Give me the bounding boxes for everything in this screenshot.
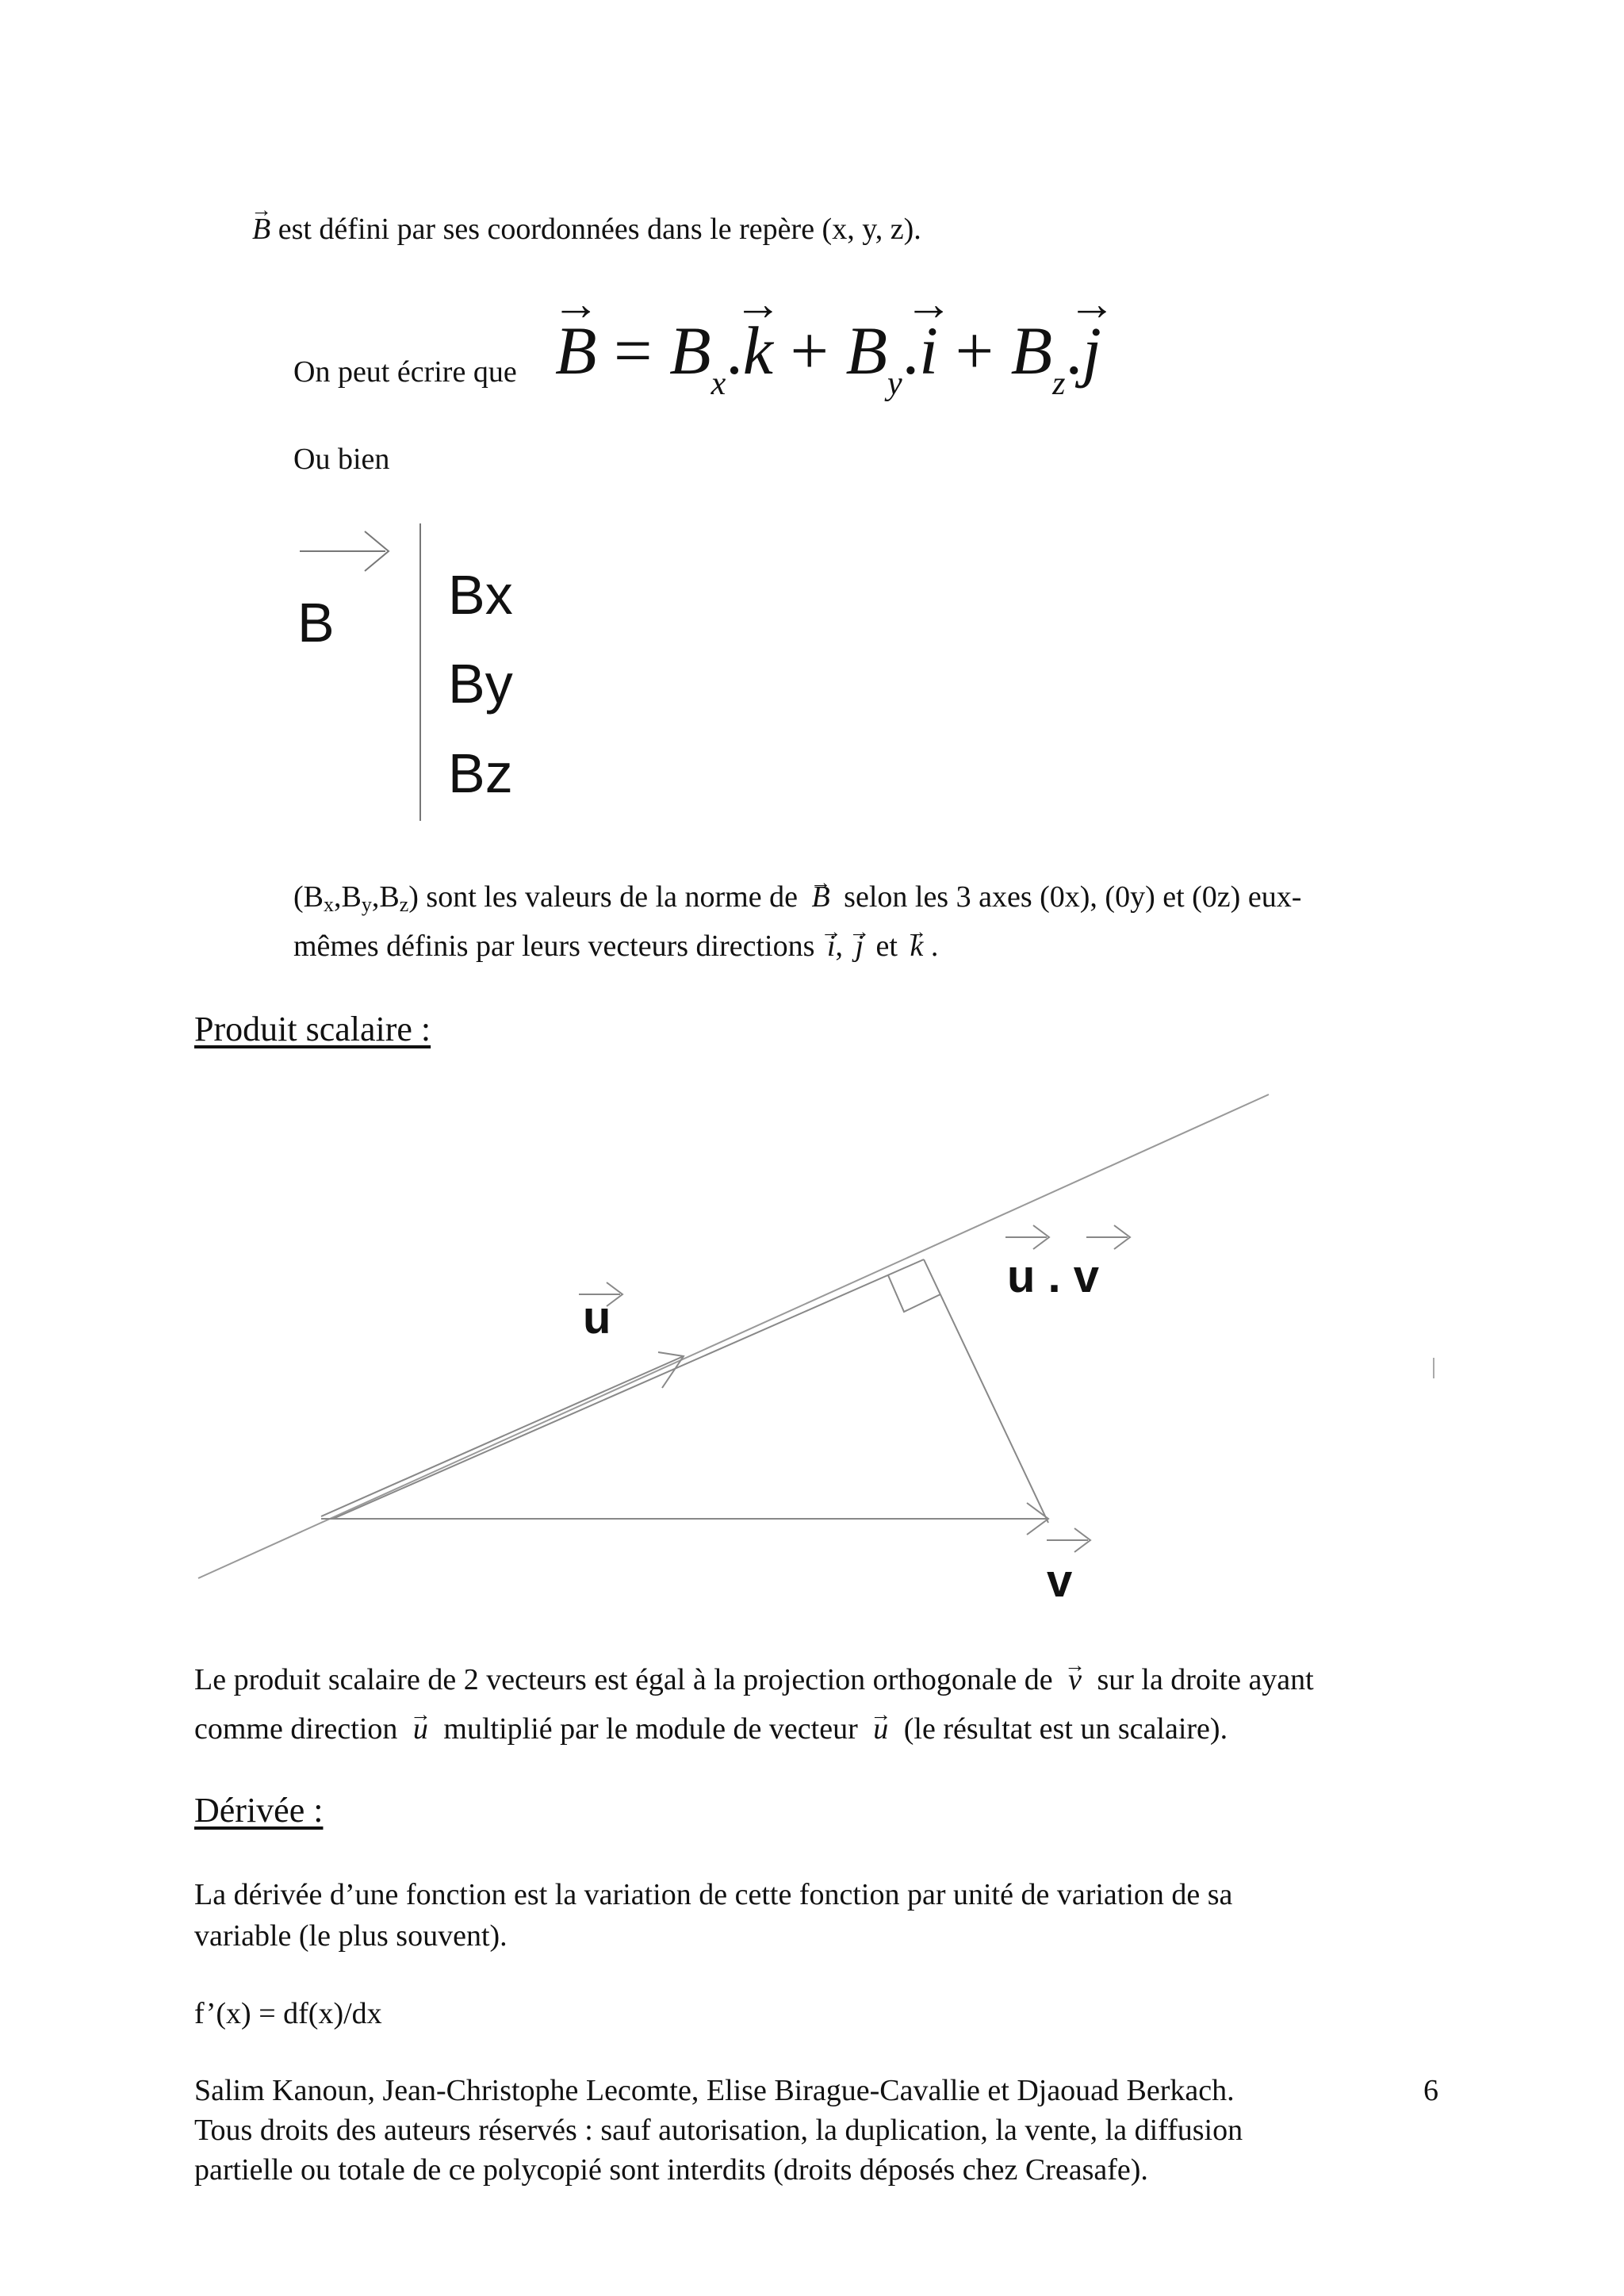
label-u-dot-v: u . v bbox=[1007, 1251, 1100, 1302]
text: (B bbox=[293, 880, 324, 914]
eq-dot: . bbox=[1065, 312, 1082, 389]
sub-x: x bbox=[324, 893, 334, 916]
vector-j: → j bbox=[855, 922, 864, 971]
component-bx: Bx bbox=[448, 564, 513, 626]
text: comme direction bbox=[194, 1712, 398, 1746]
text: selon les 3 axes (0x), (0y) et (0z) eux- bbox=[844, 880, 1302, 914]
eq-sub-z: z bbox=[1052, 366, 1066, 402]
or-text: Ou bien bbox=[293, 443, 390, 476]
scalar-paragraph-line2 bbox=[194, 1704, 1228, 1754]
sub-y: y bbox=[361, 893, 372, 916]
eq-coef-y: B bbox=[845, 312, 887, 389]
eq-lhs: → B bbox=[555, 311, 597, 390]
eq-sub-x: x bbox=[710, 366, 726, 402]
scalar-heading: Produit scalaire : bbox=[194, 1010, 431, 1048]
text: , bbox=[835, 930, 843, 963]
eq-dot: . bbox=[902, 312, 920, 389]
component-by: By bbox=[448, 653, 513, 715]
text: ,B bbox=[371, 880, 400, 914]
vector-k: → k bbox=[910, 922, 923, 971]
derivative-line2: variable (le plus souvent). bbox=[194, 1919, 508, 1953]
intro-sentence: est défini par ses coordonnées dans le repère (x, y, z). bbox=[278, 213, 921, 246]
vector-v: → v bbox=[1068, 1655, 1082, 1704]
text: sur la droite ayant bbox=[1097, 1663, 1314, 1696]
eq-sub-y: y bbox=[887, 366, 902, 402]
eq-coef-x: B bbox=[669, 312, 711, 389]
eq-dot: . bbox=[726, 312, 743, 389]
text: ) sont les valeurs de la norme de bbox=[408, 880, 798, 914]
component-bz: Bz bbox=[448, 742, 513, 804]
text: et bbox=[875, 930, 898, 963]
vector-u: → u bbox=[873, 1704, 888, 1754]
eq-vec-k: → k bbox=[743, 311, 773, 390]
label-u: u bbox=[583, 1292, 611, 1343]
footer-line3: partielle ou totale de ce polycopié sont interdits (droits déposés chez Creasafe). bbox=[194, 2153, 1148, 2187]
vector-b: → B bbox=[252, 214, 270, 244]
text: (le résultat est un scalaire). bbox=[903, 1712, 1228, 1746]
projection-segment bbox=[333, 1259, 924, 1519]
text: . bbox=[930, 930, 939, 963]
label-v: v bbox=[1047, 1555, 1073, 1607]
vector-b: → B bbox=[811, 872, 829, 922]
vector-u: → u bbox=[413, 1704, 428, 1754]
text: Le produit scalaire de 2 vecteurs est égal à la projection orthogonale de bbox=[194, 1663, 1053, 1696]
vector-u bbox=[321, 1356, 684, 1516]
equation-prefix: On peut écrire que bbox=[293, 355, 517, 389]
scalar-paragraph-line1 bbox=[194, 1655, 1314, 1704]
eq-plus: + bbox=[790, 312, 829, 389]
text: mêmes définis par leurs vecteurs directions bbox=[293, 930, 815, 963]
derivative-heading: Dérivée : bbox=[194, 1791, 324, 1830]
eq-vec-j: → j bbox=[1082, 311, 1101, 390]
sub-z: z bbox=[399, 893, 409, 916]
component-vector-b: B bbox=[297, 592, 335, 654]
footer-line2: Tous droits des auteurs réservés : sauf autorisation, la duplication, la vente, la diffusion bbox=[194, 2114, 1243, 2147]
eq-coef-z: B bbox=[1010, 312, 1053, 389]
eq-vec-i: → i bbox=[919, 311, 938, 390]
text: ,B bbox=[334, 880, 362, 914]
derivative-formula: f’(x) = df(x)/dx bbox=[194, 1997, 382, 2030]
eq-plus: + bbox=[955, 312, 994, 389]
right-angle-marker bbox=[888, 1275, 940, 1312]
page-number: 6 bbox=[1423, 2074, 1438, 2107]
eq-equals: = bbox=[614, 312, 653, 389]
footer-line1: Salim Kanoun, Jean-Christophe Lecomte, Elise Birague-Cavallie et Djaouad Berkach. bbox=[194, 2074, 1235, 2107]
vector-i: → i bbox=[827, 922, 836, 971]
direction-line bbox=[198, 1094, 1269, 1578]
derivative-line1: La dérivée d’une fonction est la variation de cette fonction par unité de variation de sa bbox=[194, 1878, 1233, 1911]
text: multiplié par le module de vecteur bbox=[443, 1712, 858, 1746]
